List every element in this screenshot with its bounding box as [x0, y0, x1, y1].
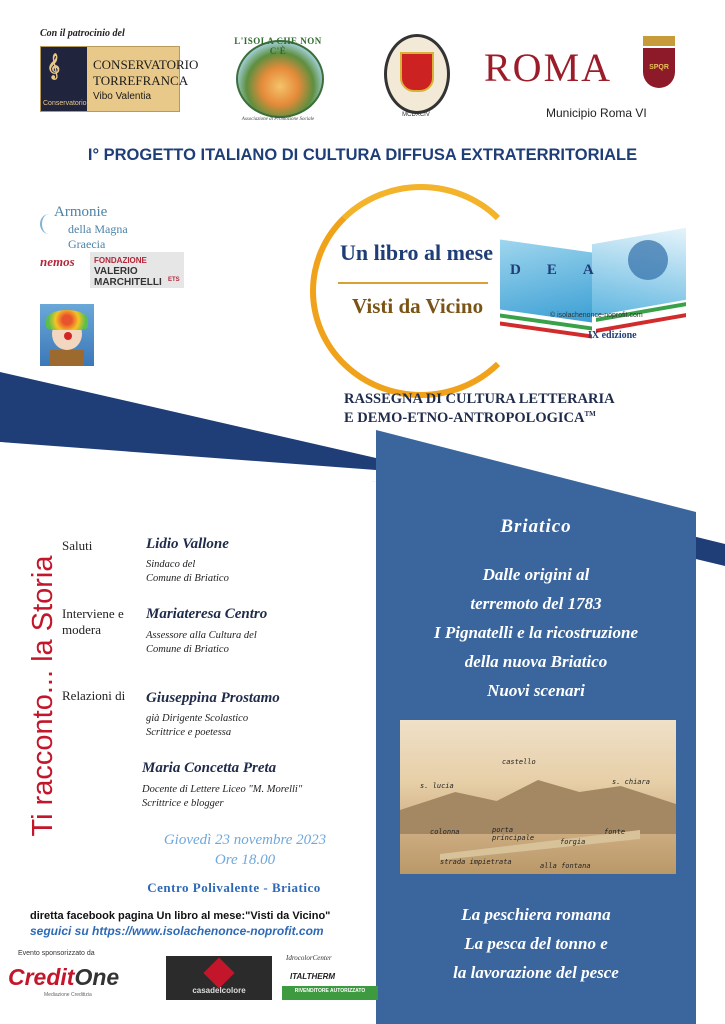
edition-label: IX edizione	[588, 330, 637, 341]
house-icon	[203, 957, 234, 988]
panel-title: Briatico	[500, 516, 572, 537]
un-libro-al-mese-logo	[292, 184, 692, 394]
program-label-saluti: Saluti	[62, 538, 93, 553]
speaker-name: Lidio Vallone	[146, 536, 229, 552]
casadelcolore-logo: casadelcolore	[166, 956, 272, 1000]
music-icon: 𝄞 Conservatorio	[41, 47, 87, 111]
facebook-live-note: diretta facebook pagina Un libro al mese:"Visti da Vicino"	[30, 910, 331, 922]
creditone-subtitle: Mediazione Creditizia	[44, 992, 92, 998]
conservatorio-logo: 𝄞 Conservatorio CONSERVATORIO TORREFRANCA Vibo Valentia	[40, 46, 180, 112]
shield-icon	[400, 52, 434, 92]
briatico-historic-drawing: castello s. lucia s. chiara colonna porta principale forgia fonte strada impietrata alla fontana	[400, 720, 676, 874]
logo-line2: Visti da Vicino	[352, 294, 484, 318]
speaker-name: Mariateresa Centro	[146, 606, 268, 622]
speaker-role: già Dirigente Scolastico Scrittrice e poetessa	[146, 713, 249, 738]
speaker-role: Assessore alla Cultura del Comune di Briatico	[146, 630, 257, 655]
open-book-icon: DEA	[500, 226, 690, 336]
roma-crest-icon: SPQR	[640, 36, 678, 88]
logo-url: © isolachenonce-noprofit.com	[550, 312, 643, 319]
citta-di-briatico-crest: MCDXCIV	[384, 34, 448, 118]
website-link[interactable]: seguici su https://www.isolachenonce-noprofit.com	[30, 924, 324, 938]
speaker-role: Sindaco del Comune di Briatico	[146, 559, 229, 584]
speaker-name: Giuseppina Prostamo	[146, 690, 280, 706]
logo-line1: Un libro al mese	[340, 240, 493, 265]
event-place: Centro Polivalente - Briatico	[147, 880, 321, 895]
rassegna-subtitle: RASSEGNA DI CULTURA LETTERARIA E DEMO-ETNO-ANTROPOLOGICA™	[344, 391, 615, 426]
sponsor-label: Evento sponsorizzato da	[18, 950, 95, 957]
progetto-title: I° PROGETTO ITALIANO DI CULTURA DIFFUSA EXTRATERRITORIALE	[87, 146, 638, 164]
clown-image	[40, 304, 94, 366]
program-label-modera: Interviene e modera	[62, 606, 124, 637]
arc-icon	[310, 184, 532, 398]
isola-che-non-ce-logo: L'ISOLA CHE NON C'È Associazione di Promozione Sociale	[226, 36, 330, 118]
program-label-relazioni: Relazioni di	[62, 688, 126, 703]
patrocinio-label: Con il patrocinio del	[40, 28, 125, 39]
municipio-label: Municipio Roma VI	[546, 106, 647, 120]
roma-wordmark: ROMA	[484, 45, 613, 90]
creditone-logo: CreditOne	[8, 964, 120, 990]
armonie-logo: Armonie della Magna Graecia	[40, 204, 160, 238]
event-date: Giovedì 23 novembre 2023 Ore 18.00	[163, 832, 327, 868]
speaker-name: Maria Concetta Preta	[142, 760, 277, 776]
side-title: Ti racconto... la Storia	[27, 555, 59, 837]
panel-bottom-topics: La peschiera romana La pesca del tonno e la lavorazione del pesce	[453, 905, 619, 982]
italtherm-logo: IdrocolorCenter ITALTHERM RIVENDITORE AUTORIZZATO	[282, 954, 378, 1002]
panel-topics: Dalle origini al terremoto del 1783 I Pignatelli e la ricostruzione della nuova Briatico Nuovi scenari	[433, 565, 639, 700]
fondazione-marchitelli-logo: nemos FONDAZIONE VALERIO MARCHITELLI ETS	[40, 252, 184, 288]
speaker-role: Docente di Lettere Liceo "M. Morelli" Scrittrice e blogger	[142, 784, 303, 809]
